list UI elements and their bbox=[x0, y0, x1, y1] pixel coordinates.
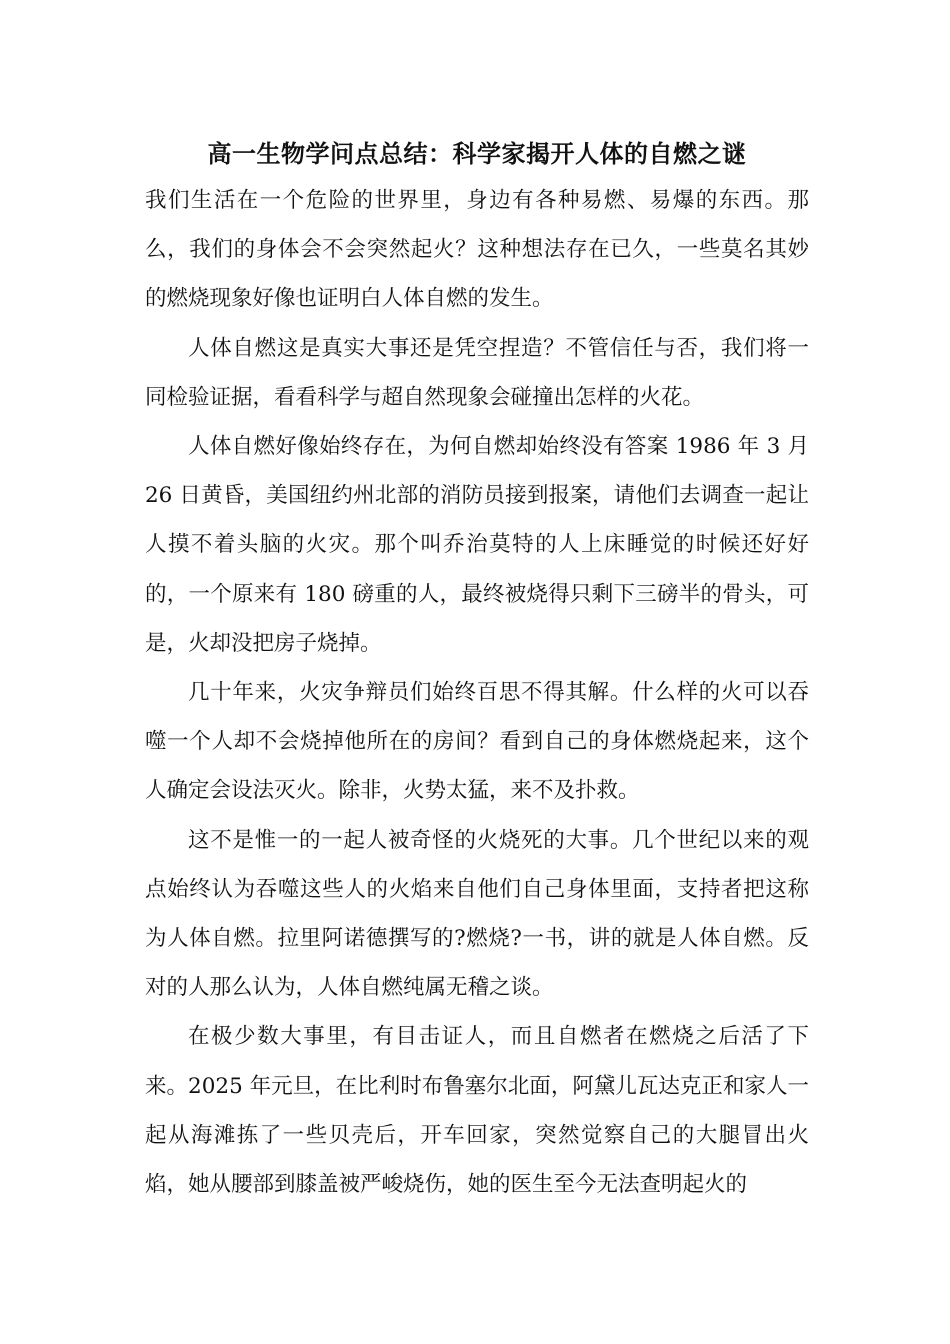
paragraph-4: 几十年来，火灾争辩员们始终百思不得其解。什么样的火可以吞噬一个人却不会烧掉他所在的房间？看到自己的身体燃烧起来，这个人确定会设法灭火。除非，火势太猛，来不及扑救。 bbox=[145, 680, 809, 804]
paragraph-6: 在极少数大事里，有目击证人，而且自燃者在燃烧之后活了下来。2025 年元旦，在比利时布鲁塞尔北面，阿黛儿瓦达克正和家人一起从海滩拣了一些贝壳后，开车回家，突然觉察自己的大腿冒出火焰，她从腰部到膝盖被严峻烧伤，她的医生至今无法查明起火的 bbox=[145, 1024, 809, 1198]
document-title: 高一生物学问点总结：科学家揭开人体的自燃之谜 bbox=[207, 139, 747, 168]
document-body bbox=[145, 132, 809, 1209]
paragraph-5: 这不是惟一的一起人被奇怪的火烧死的大事。几个世纪以来的观点始终认为吞噬这些人的火焰来自他们自己身体里面，支持者把这称为人体自燃。拉里阿诺德撰写的?燃烧?一书，讲的就是人体自燃。反对的人那么认为，人体自燃纯属无稽之谈。 bbox=[145, 827, 809, 1001]
paragraph-2: 人体自燃这是真实大事还是凭空捏造？不管信任与否，我们将一同检验证据，看看科学与超自然现象会碰撞出怎样的火花。 bbox=[145, 335, 809, 410]
paragraph-3: 人体自燃好像始终存在，为何自燃却始终没有答案 1986 年 3 月 26 日黄昏，美国纽约州北部的消防员接到报案，请他们去调查一起让人摸不着头脑的火灾。那个叫乔治莫特的人上床睡觉的时候还好好的，一个原来有 180 磅重的人，最终被烧得只剩下三磅半的骨头，可是，火却没把房子烧掉。 bbox=[145, 434, 809, 656]
paragraph-1: 我们生活在一个危险的世界里，身边有各种易燃、易爆的东西。那么，我们的身体会不会突然起火？这种想法存在已久，一些莫名其妙的燃烧现象好像也证明白人体自燃的发生。 bbox=[145, 188, 809, 312]
